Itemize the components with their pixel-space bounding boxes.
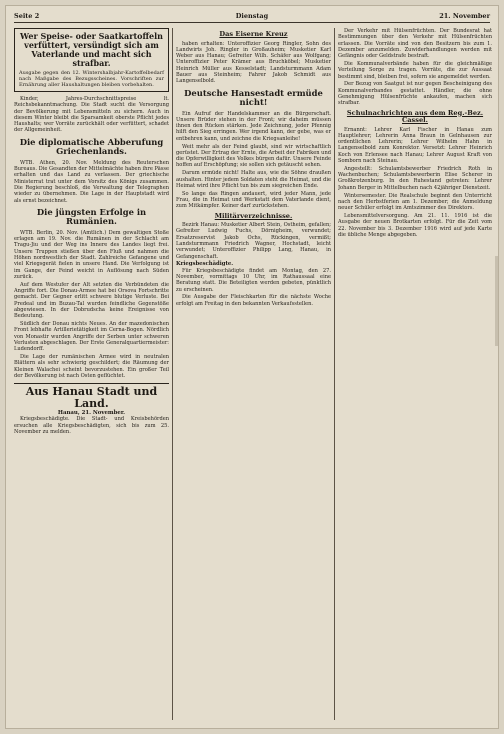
page-edge-shadow <box>495 256 498 346</box>
column-3 <box>338 28 492 720</box>
article-paragraph: Die Kommunalverbände haben für die gleichmäßige Verteilung Sorge zu tragen. Vorräte, die zur Aussaat bestimmt sind, bleiben frei, sofern sie angemeldet werden. <box>338 60 492 80</box>
column-1 <box>14 28 169 720</box>
article-paragraph: WTB. Berlin, 20. Nov. (Amtlich.) Dem gewaltigen Stoße erlagen am 19. Nov. die Rumänen in der Schlacht am Tragu-Jiu und der Weg ins Innere des Landes liegt frei. Unsere Truppen stießen über den Fluß und nahmen die Höhen nordwestlich der Stadt. Zahlreiche Gefangene und viel Kriegsgerät fielen in unsere Hand. Die Verfolgung ist im Gange, der Feind weicht in Auflösung nach Süden zurück. <box>14 229 169 280</box>
column-rule <box>172 28 173 720</box>
article-paragraph: Südlich der Donau nichts Neues. An der mazedonischen Front lebhafte Artillerietätigkeit im Cerna-Bogen. Nördlich von Monastir wurden Angriffe der Serben unter schweren Verlusten abgeschlagen. Der Erste Generalquartiermeister: Ludendorff. <box>14 321 169 353</box>
issue-date: 21. November <box>439 12 490 20</box>
notice-text: Ausgabe gegen den 12. Wintershalbjahr-Kartoffelbedarf nach Maßgabe des Bezugsscheines. Vorschriften zur Ernährung aller Haushaltungen bleiben vorbehalten. <box>19 70 164 88</box>
column-rule <box>334 28 335 720</box>
article-paragraph: Lebensmittelversorgung. Am 21. 11. 1916 ist die Ausgabe der neuen Brotkarten erfolgt. Für die Zeit vom 22. November bis 3. Dezember 1916 wird auf jede Karte die übliche Menge abgegeben. <box>338 212 492 238</box>
notice-box <box>14 28 169 92</box>
article-paragraph: Ein Aufruf der Handelskammer an die Bürgerschaft. Unsere Brüder stehen in der Front; wir daheim müssen ihnen den Rücken stärken. Jede Zeichnung, jeder Pfennig hilft den Sieg erringen. Wer irgend kann, der gebe, was er entbehren kann, und zeichne die Kriegsanleihe! <box>176 110 331 142</box>
article-paragraph: Kriegsbeschädigte. Die Stadt- und Kreisbehörden ersuchen alle Kriegsbeschädigten, sich bis zum 25. November zu melden. <box>14 416 169 436</box>
article-paragraph: Auf dem Westufer der Alt setzten die Verbündeten die Angriffe fort. Die Donau-Armee hat bei Orsova Fortschritte gemacht. Der Gegner erlitt schwere blutige Verluste. Bei Predeal und im Buzau-Tal wurden feindliche Gegenstöße abgewiesen. In der Dobrudscha keine Ereignisse von Bedeutung. <box>14 281 169 320</box>
article-paragraph: Die Ausgabe der Fleischkarten für die nächste Woche erfolgt am Freitag in den bekannten Verkaufsstellen. <box>176 294 331 307</box>
newspaper-page <box>6 6 498 728</box>
article-heading: Schulnachrichten aus dem Reg.-Bez. Cassel. <box>346 108 484 125</box>
article-heading: Das Eiserne Kreuz <box>219 30 288 38</box>
section-banner: Aus Hanau Stadt und Land. <box>14 383 169 410</box>
article-paragraph: Der Verkehr mit Hülsenfrüchten. Der Bundesrat hat Bestimmungen über den Verkehr mit Hülsenfrüchten erlassen. Die Vorräte sind von den Besitzern bis zum 1. Dezember anzumelden. Zuwiderhandlungen werden mit Gefängnis oder Geldstrafe bestraft. <box>338 28 492 60</box>
article-paragraph: Kinder, Jahres-Durchschnittspreise lt. Reichsbekanntmachung. Die Stadt sucht die Versorgung der Bevölkerung mit Lebensmitteln zu sichern. Auch in diesem Winter bleibt die Sparsamkeit oberste Pflicht jedes Haushalts; wer Vorräte zurückhält oder verfüttert, schadet der Allgemeinheit. <box>14 96 169 134</box>
article-paragraph: Angestellt: Schulamtsbewerber Friedrich Roth in Wachenbuchen; Schulamtsbewerberin Elise Scherer in Großkrotzenburg. In den Ruhestand getreten: Lehrer Johann Berger in Mittelbuchen nach 42jähriger Dienstzeit. <box>338 165 492 191</box>
article-heading: Die jüngsten Erfolge in Rumänien. <box>36 206 147 227</box>
article-paragraph: Bezirk Hanau: Musketier Albert Stein, Ostheim, gefallen; Gefreiter Ludwig Fuchs, Dörnigheim, verwundet; Ersatzreservist Jakob Ochs, Rückingen, vermißt; Landsturmmann Friedrich Wagner, Hochstadt, leicht verwundet; Unteroffizier Philipp Lang, Hanau, in Gefangenschaft. <box>176 222 331 260</box>
article-paragraph: Ernannt: Lehrer Karl Fischer in Hanau zum Hauptlehrer; Lehrerin Anna Braun in Gelnhausen zur ordentlichen Lehrerin; Lehrer Wilhelm Hahn in Langenselbold zum Konrektor. Versetzt: Lehrer Heinrich Koch von Erlensee nach Hanau; Lehrer August Kraft von Somborn nach Steinau. <box>338 126 492 165</box>
article-paragraph: Für Kriegsbeschädigte findet am Montag, den 27. November, vormittags 10 Uhr, im Rathaussaal eine Beratung statt. Die Beteiligten werden gebeten, pünktlich zu erscheinen. <box>176 267 331 293</box>
article-paragraph: haben erhalten: Unteroffizier Georg Ringler, Sohn des Landwirts Joh. Ringler in Großauheim; Musketier Karl Weber aus Hanau; Gefreiter Wilh. Schäfer aus Wolfgang; Unteroffizier Peter Krämer aus Bruchköbel; Musketier Heinrich Müller aus Kesselstadt; Landsturmmann Adam Bauer aus Steinheim; Fahrer Jakob Schmidt aus Langenselbold. <box>176 40 331 85</box>
notice-headline: Wer Speise- oder Saatkartoffeln verfüttert, versündigt sich am Vaterlande und macht sich strafbar. <box>20 31 163 68</box>
page-number: Seite 2 <box>14 12 40 20</box>
section-dateline: Hanau, 21. November. <box>57 410 126 417</box>
weekday: Dienstag <box>235 12 269 20</box>
article-paragraph: Die Lage der rumänischen Armee wird in neutralen Blättern als sehr schwierig geschildert; die Räumung der Kleinen Walachei scheint bevorzustehen. Ein großer Teil der Bevölkerung ist nach Osten geflüchtet. <box>14 354 169 379</box>
running-head <box>14 10 490 23</box>
article-paragraph: WTB. Athen, 20. Nov. Meldung des Reuterschen Bureaus. Die Gesandten der Mittelmächte haben ihre Pässe erhalten und das Land zu verlassen. Der griechische Ministerrat trat unter dem Vorsitz des Königs zusammen. Die Regierung beschloß, die Verwaltung der Telegraphen wieder zu übernehmen. Die Lage in der Hauptstadt wird als ernst bezeichnet. <box>14 159 169 204</box>
article-paragraph: Der Bezug von Saatgut ist nur gegen Bescheinigung des Kommunalverbandes gestattet. Händler, die ohne Genehmigung Hülsenfrüchte ankaufen, machen sich strafbar. <box>338 81 492 107</box>
article-paragraph: Darum ermüde nicht! Halte aus, wie die Söhne draußen aushalten. Hinter jedem Soldaten steht die Heimat, und die Heimat wird ihre Pflicht tun bis zum siegreichen Ende. <box>176 170 331 189</box>
article-heading: Die diplomatische Abberufung Griechenlands. <box>19 136 164 157</box>
column-2 <box>176 28 331 720</box>
article-paragraph: Weit mehr als der Feind glaubt, sind wir wirtschaftlich gerüstet. Der Ertrag der Ernte, die Arbeit der Fabriken und die Opferwilligkeit des Volkes bürgen dafür. Unsere Feinde hoffen auf Erschöpfung; sie sollen sich getäuscht sehen. <box>176 143 331 169</box>
article-subheading: Kriegsbeschädigte. <box>176 261 234 268</box>
article-heading: Deutsche Hansestadt ermüde nicht! <box>184 87 323 108</box>
article-paragraph: Wintersemester. Die Realschule beginnt den Unterricht nach den Herbstferien am 1. Dezember; die Anmeldung neuer Schüler erfolgt im Amtszimmer des Direktors. <box>338 192 492 212</box>
article-heading: Militärverzeichnisse. <box>214 211 293 220</box>
article-paragraph: So lange das Ringen andauert, wird jeder Mann, jede Frau, die in Heimat und Werkstatt dem Vaterlande dient, zum Mitkämpfer. Keiner darf zurückstehen. <box>176 190 331 210</box>
